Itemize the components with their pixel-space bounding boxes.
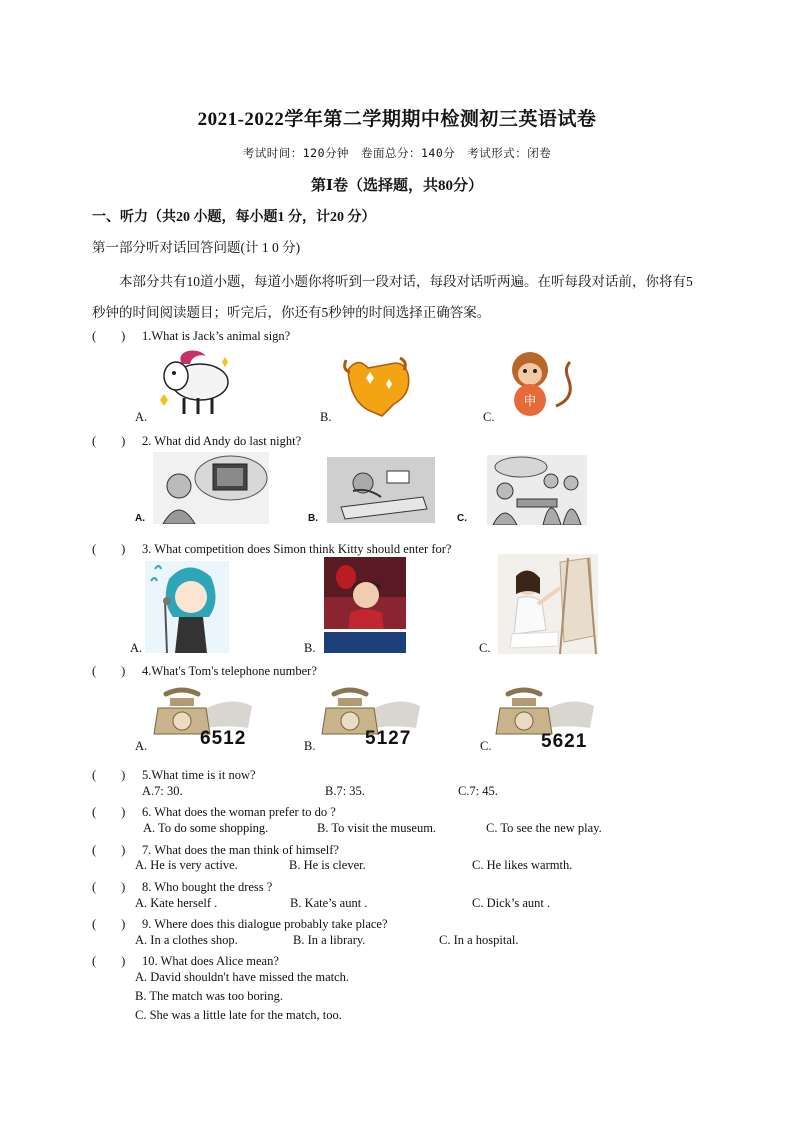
answer-blank: ( ) [92,329,126,343]
option-b: B. The match was too boring. [135,989,284,1003]
question-text: 4.What's Tom's telephone number? [142,664,317,678]
option-label: A. [135,410,148,424]
option-label: A. [130,641,143,655]
option-c: C. Dick’s aunt . [472,896,551,910]
answer-blank: ( ) [92,805,126,819]
question-text: 10. What does Alice mean? [142,954,279,968]
question-9 [92,914,388,932]
ox-icon [338,350,414,420]
answer-blank: ( ) [92,768,126,782]
question-text: 7. What does the man think of himself? [142,843,339,857]
option-c: C.7: 45. [458,784,498,798]
phone-number-c: 5621 [541,731,588,752]
option-label: B. [308,513,318,524]
question-10 [92,951,279,969]
answer-blank: ( ) [92,434,126,448]
question-2 [92,431,301,449]
answer-blank: ( ) [92,917,126,931]
phone-number-b: 5127 [365,728,412,749]
option-label: C. [480,739,492,753]
question-text: 1.What is Jack’s animal sign? [142,329,291,343]
question-5 [92,765,256,783]
option-label: B. [304,739,316,753]
option-c: C. She was a little late for the match, too. [135,1008,342,1022]
question-text: 3. What competition does Simon think Kitty should enter for? [142,542,452,556]
exam-title: 2021-2022学年第二学期期中检测初三英语试卷 [197,109,597,130]
option-label: B. [304,641,316,655]
question-text: 5.What time is it now? [142,768,256,782]
option-b: B. In a library. [293,933,366,947]
monkey-character: 申 [523,394,537,409]
option-b: B. Kate’s aunt . [290,896,368,910]
question-6 [92,802,336,820]
option-a: A. David shouldn't have missed the match. [135,970,350,984]
option-label: A. [135,513,145,524]
option-label: C. [457,513,467,524]
painting-woman-picture [498,554,598,654]
option-a: A. To do some shopping. [143,821,269,835]
question-text: 8. Who bought the dress ? [142,880,273,894]
exam-meta: 考试时间：120分钟 卷面总分：140分 考试形式：闭卷 [242,146,552,160]
option-label: C. [479,641,491,655]
part-title: 第Ⅰ卷（选择题，共80分） [310,178,484,194]
option-c: C. In a hospital. [439,933,519,947]
question-1 [92,326,290,344]
option-c: C. He likes warmth. [472,858,573,872]
option-b: B. He is clever. [289,858,366,872]
option-b: B.7: 35. [325,784,365,798]
question-3 [92,539,451,557]
singing-girl-picture [145,561,229,653]
question-4 [92,661,317,679]
section-heading: 一、听力（共20 小题，每小题1 分，计20 分） [92,210,376,225]
option-label: A. [135,739,148,753]
answer-blank: ( ) [92,843,126,857]
instructions-paragraph: 本部分共有10道小题，每道小题你将听到一段对话，每段对话听两遍。在听每段对话前，你将有5秒钟的时间阅读题目；听完后，你还有5秒钟的时间选择正确答案。 [92,274,693,320]
monkey-icon [500,348,576,422]
section-subheading: 第一部分听对话回答问题(计 1 0 分) [92,240,301,255]
watching-tv-picture [153,452,269,524]
phone-number-a: 6512 [200,728,247,749]
option-a: A.7: 30. [142,784,183,798]
option-a: A. Kate herself . [135,896,218,910]
question-8 [92,877,272,895]
answer-blank: ( ) [92,880,126,894]
question-text: 9. Where does this dialogue probably take place? [142,917,388,931]
option-label: C. [483,410,495,424]
answer-blank: ( ) [92,664,126,678]
question-7 [92,840,339,858]
option-a: A. In a clothes shop. [135,933,238,947]
question-text: 2. What did Andy do last night? [142,434,302,448]
answer-blank: ( ) [92,954,126,968]
option-label: B. [320,410,332,424]
sleeping-at-desk-picture [327,457,435,523]
option-c: C. To see the new play. [486,821,602,835]
answer-blank: ( ) [92,542,126,556]
family-dinner-picture [487,455,587,525]
goat-icon [154,346,234,418]
option-a: A. He is very active. [135,858,238,872]
option-b: B. To visit the museum. [317,821,437,835]
question-text: 6. What does the woman prefer to do ? [142,805,336,819]
table-tennis-picture [324,557,406,653]
